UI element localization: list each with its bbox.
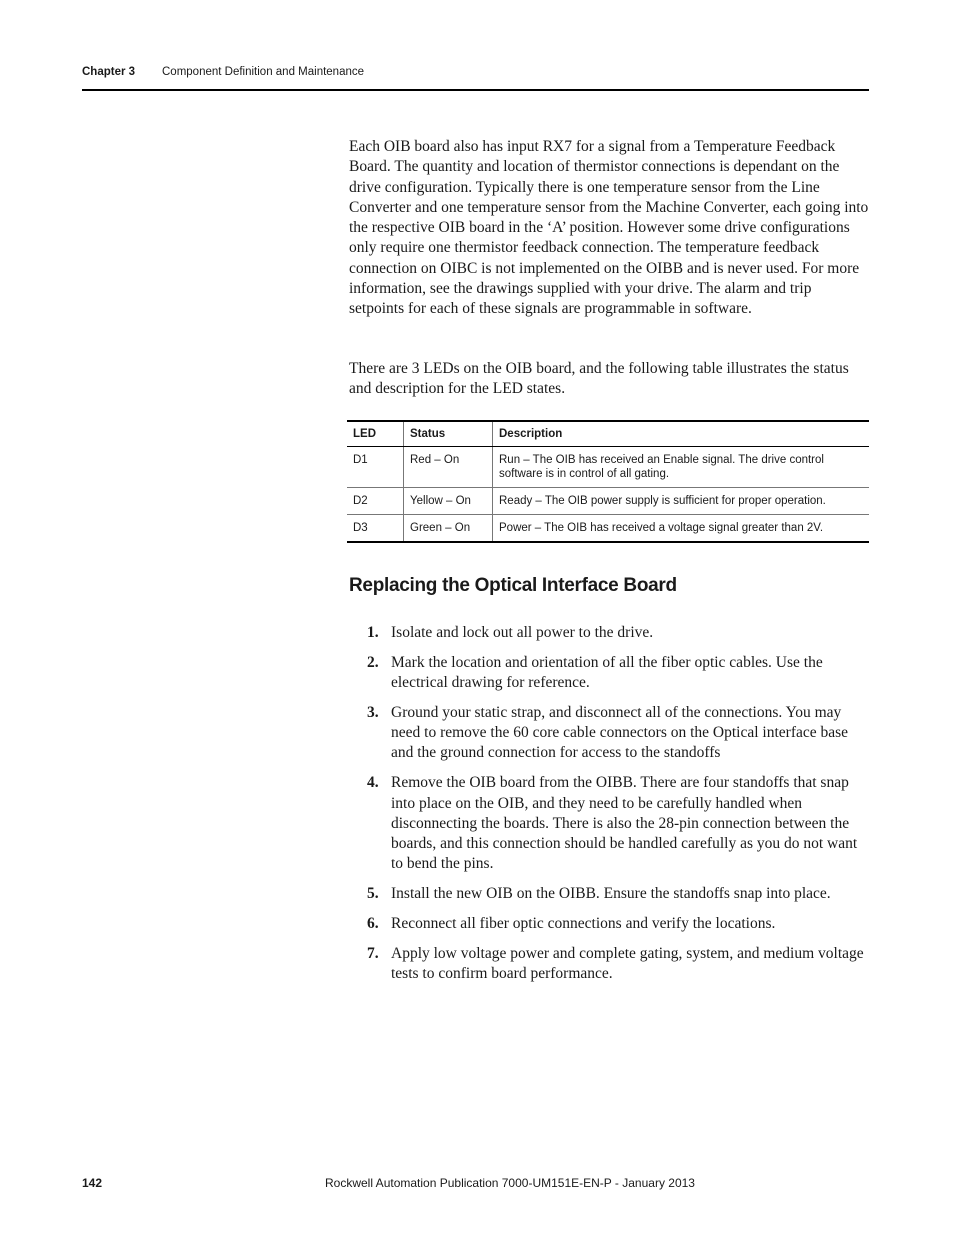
list-item — [349, 944, 869, 985]
step-text: Apply low voltage power and complete gating, system, and medium voltage tests to confirm board performance. — [391, 944, 864, 983]
section-heading: Replacing the Optical Interface Board — [349, 575, 677, 596]
step-text: Ground your static strap, and disconnect all of the connections. You may need to remove the 60 core cable connectors on the Optical interface base and the ground connection for access to the standoffs — [391, 703, 849, 762]
table-header-row — [347, 421, 869, 447]
table-cell-description: Run – The OIB has received an Enable signal. The drive control software is in control of all gating. — [493, 447, 870, 488]
list-item — [349, 914, 869, 934]
step-number: 4. — [367, 774, 379, 792]
table-cell-status: Green – On — [404, 515, 493, 543]
step-text: Mark the location and orientation of all the fiber optic cables. Use the electrical drawing for reference. — [391, 653, 823, 692]
body-paragraph-led-intro: There are 3 LEDs on the OIB board, and the following table illustrates the status and description for the LED states. — [349, 360, 849, 398]
step-number: 7. — [367, 944, 379, 962]
table-row — [347, 515, 869, 543]
step-text: Isolate and lock out all power to the drive. — [391, 624, 654, 641]
step-number: 1. — [367, 624, 379, 641]
table-cell-description: Ready – The OIB power supply is sufficient for proper operation. — [493, 488, 870, 515]
column-header-description: Description — [493, 421, 870, 447]
replacement-steps-list — [349, 623, 869, 994]
publication-footer: Rockwell Automation Publication 7000-UM151E-EN-P - January 2013 — [325, 1176, 695, 1190]
chapter-label: Chapter 3 — [82, 66, 136, 78]
column-header-led: LED — [347, 421, 404, 447]
column-header-status: Status — [404, 421, 493, 447]
table-cell-description: Power – The OIB has received a voltage signal greater than 2V. — [493, 515, 870, 543]
table-cell-led: D2 — [347, 488, 404, 515]
step-number: 5. — [367, 885, 379, 903]
step-number: 6. — [367, 915, 379, 933]
table-cell-led: D1 — [347, 447, 404, 488]
list-item — [349, 884, 869, 904]
header-divider — [82, 89, 869, 91]
list-item — [349, 703, 869, 764]
step-text: Remove the OIB board from the OIBB. There are four standoffs that snap into place on the OIB, and they need to be carefully handled when disconnecting the boards. There is also the 28-pin connection between the boards, and this connection should be handled carefully as you do not want to bend the pins. — [391, 774, 858, 873]
list-item — [349, 653, 869, 694]
step-text: Install the new OIB on the OIBB. Ensure the standoffs snap into place. — [391, 885, 831, 903]
body-paragraph-temperature-feedback: Each OIB board also has input RX7 for a signal from a Temperature Feedback Board. The quantity and location of thermistor connections is dependant on the drive configuration. Typically there is one temperature sensor from the Line Converter and one temperature sensor from the Machine Converter, each going into the respective OIB board in the ‘A’ position. However some drive configurations only require one thermistor feedback connection. The temperature feedback connection on OIBC is not implemented on the OIBB and is never used. For more information, see the drawings supplied with your drive. The alarm and trip setpoints for each of these signals are programmable in software. — [349, 138, 869, 318]
list-item — [349, 773, 869, 874]
list-item — [349, 623, 869, 643]
led-status-table — [347, 420, 869, 543]
table-cell-status: Red – On — [404, 447, 493, 488]
table-cell-status: Yellow – On — [404, 488, 493, 515]
chapter-title: Component Definition and Maintenance — [162, 66, 365, 78]
step-text: Reconnect all fiber optic connections and verify the locations. — [391, 915, 776, 933]
step-number: 2. — [367, 653, 379, 671]
step-number: 3. — [367, 703, 379, 721]
table-cell-led: D3 — [347, 515, 404, 543]
table-row — [347, 488, 869, 515]
page-number: 142 — [82, 1176, 103, 1190]
table-row — [347, 447, 869, 488]
